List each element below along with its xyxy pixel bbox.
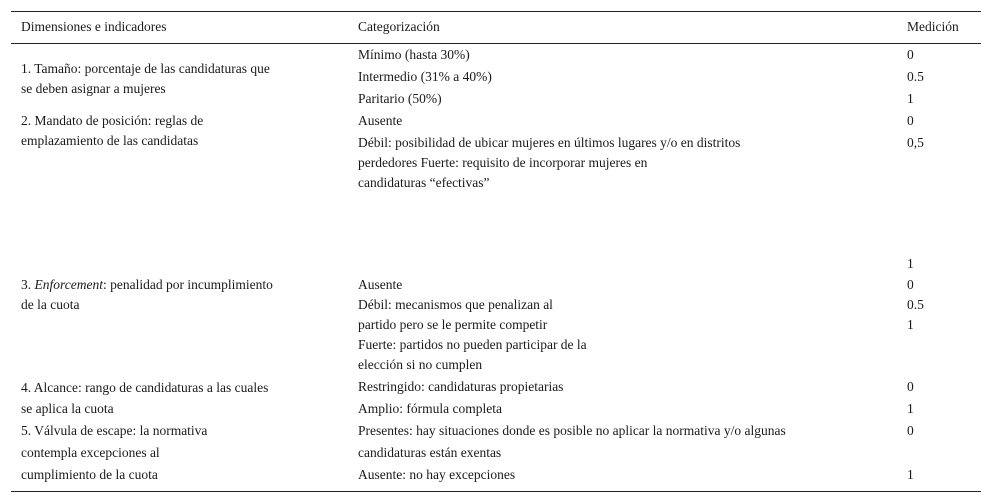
bottom-rule — [11, 491, 981, 492]
row3-category-5: elección si no cumplen — [358, 357, 483, 372]
row2-category-1: Ausente — [358, 113, 403, 128]
row2-dimension-line1: 2. Mandato de posición: reglas de — [21, 113, 204, 128]
row4-measure-2: 1 — [907, 401, 914, 416]
row5-category-2: candidaturas están exentas — [358, 445, 502, 460]
row5-dimension-line3: cumplimiento de la cuota — [21, 467, 158, 482]
row1-dimension-line1: 1. Tamaño: porcentaje de las candidaturas que — [21, 61, 270, 76]
row5-category-3: Ausente: no hay excepciones — [358, 467, 516, 482]
quota-dimensions-table — [11, 11, 981, 492]
row3-category-4: Fuerte: partidos no pueden participar de la — [358, 337, 587, 352]
row2-measure-2: 0,5 — [907, 135, 924, 150]
row1-measure-3: 1 — [907, 91, 914, 106]
row2-category-2: Débil: posibilidad de ubicar mujeres en últimos lugares y/o en distritos — [358, 135, 741, 150]
row3-dimension-line2: de la cuota — [21, 297, 80, 312]
row2-category-4: candidaturas “efectivas” — [358, 175, 490, 190]
row3-category-3: partido pero se le permite competir — [358, 317, 548, 332]
row1-measure-2: 0.5 — [907, 69, 924, 84]
row2-measure-3: 1 — [907, 256, 914, 271]
row3-measure-1: 0 — [907, 277, 914, 292]
row5-measure-1: 0 — [907, 423, 914, 438]
row3-category-1: Ausente — [358, 277, 403, 292]
row4-category-2: Amplio: fórmula completa — [358, 401, 502, 416]
row3-enforcement-term: Enforcement — [34, 277, 103, 292]
row3-number: 3. — [21, 277, 32, 292]
row5-dimension-line2: contempla excepciones al — [21, 445, 160, 460]
row4-dimension-line2: se aplica la cuota — [21, 401, 114, 416]
row4-category-1: Restringido: candidaturas propietarias — [358, 379, 564, 394]
header-dimensions: Dimensiones e indicadores — [21, 19, 167, 34]
header-rule — [11, 43, 981, 44]
row4-measure-1: 0 — [907, 379, 914, 394]
row3-dimension-line1 — [21, 275, 273, 295]
row3-measure-3: 1 — [907, 317, 914, 332]
header-measurement: Medición — [907, 19, 959, 34]
row3-dimension-rest: : penalidad por incumplimiento — [102, 277, 273, 292]
row2-category-3: perdedores Fuerte: requisito de incorporar mujeres en — [358, 155, 648, 170]
row2-measure-1: 0 — [907, 113, 914, 128]
row5-measure-2: 1 — [907, 467, 914, 482]
row5-category-1: Presentes: hay situaciones donde es posible no aplicar la normativa y/o algunas — [358, 423, 786, 438]
row1-category-2: Intermedio (31% a 40%) — [358, 69, 492, 84]
row1-dimension-line2: se deben asignar a mujeres — [21, 81, 166, 96]
row1-measure-1: 0 — [907, 47, 914, 62]
row1-category-3: Paritario (50%) — [358, 91, 442, 106]
header-categorization: Categorización — [358, 19, 440, 34]
row1-category-1: Mínimo (hasta 30%) — [358, 47, 470, 62]
row3-category-2: Débil: mecanismos que penalizan al — [358, 297, 553, 312]
row3-measure-2: 0.5 — [907, 297, 924, 312]
row5-dimension-line1: 5. Válvula de escape: la normativa — [21, 423, 208, 438]
top-rule — [11, 11, 981, 12]
row2-dimension-line2: emplazamiento de las candidatas — [21, 133, 199, 148]
row4-dimension-line1: 4. Alcance: rango de candidaturas a las cuales — [21, 380, 269, 395]
